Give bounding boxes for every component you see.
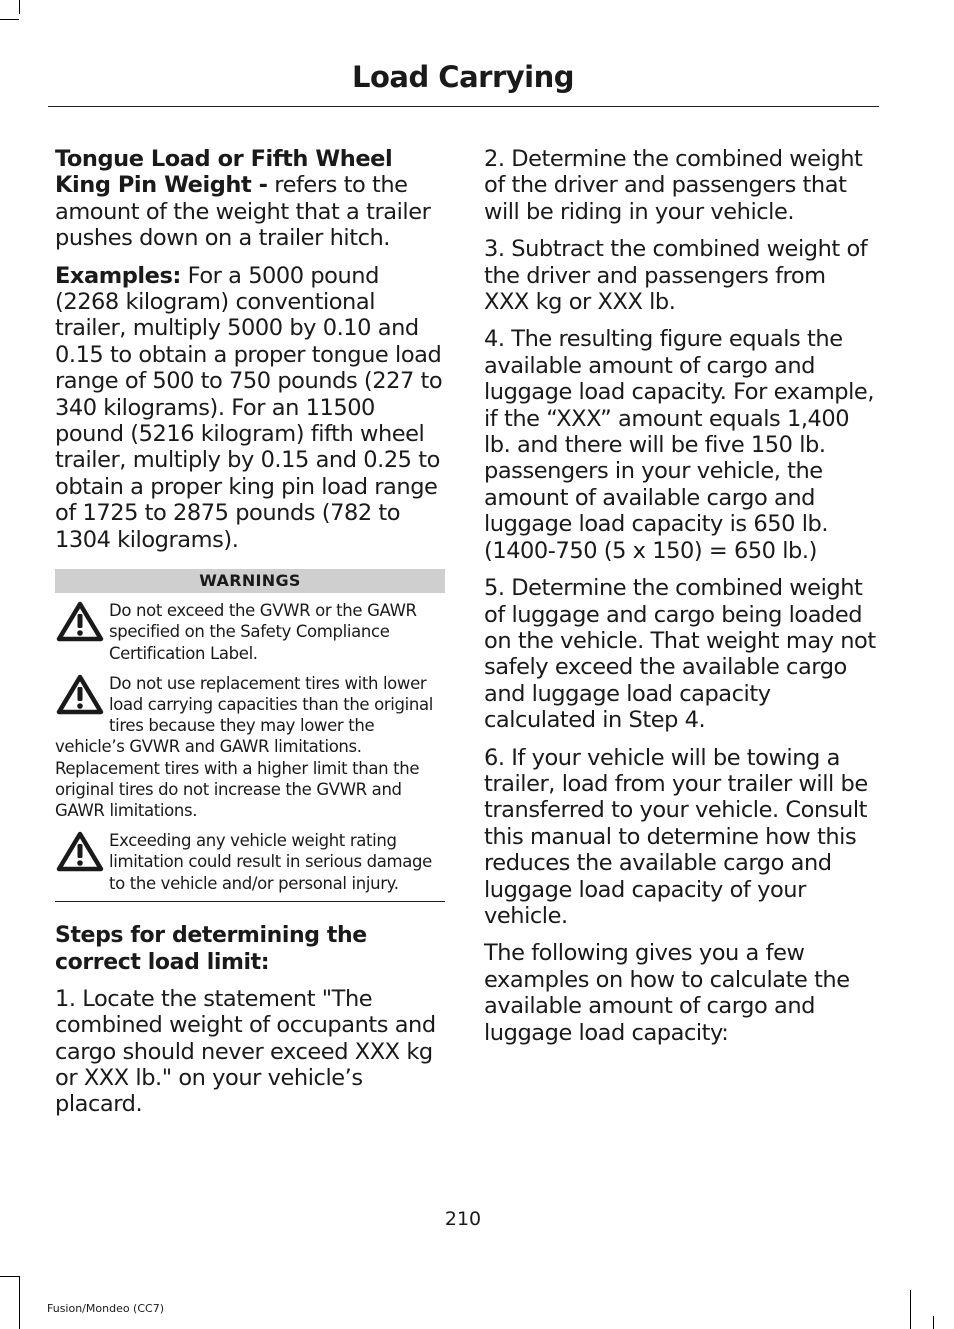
warning-item	[55, 600, 445, 664]
examples-intro: The following gives you a few examples on how to calculate the available amount of cargo and luggage load capacity:	[484, 940, 850, 1046]
warning-text: Do not exceed the GVWR or the GAWR specified on the Safety Compliance Certification Label.	[109, 601, 417, 663]
warning-text: Exceeding any vehicle weight rating limitation could result in serious damage to the vehicle and/or personal injury.	[109, 831, 432, 893]
tongue-load-paragraph	[55, 146, 445, 252]
step-5: 5. Determine the combined weight of luggage and cargo being loaded on the vehicle. That weight may not safely exceed the available cargo and luggage load capacity calculated in Step 4.	[484, 575, 876, 734]
tongue-load-definition: refers to the amount of the weight that a trailer pushes down on a trailer hitch.	[55, 172, 431, 252]
step-3: 3. Subtract the combined weight of the driver and passengers from XXX kg or XXX lb.	[484, 236, 868, 316]
warning-triangle-icon	[55, 600, 105, 644]
warning-item	[55, 673, 445, 821]
step-1: 1. Locate the statement "The combined weight of occupants and cargo should never exceed XXX kg or XXX lb." on your vehicle’s placard.	[55, 985, 436, 1118]
step-2: 2. Determine the combined weight of the driver and passengers that will be riding in your vehicle.	[484, 146, 863, 225]
warning-item	[55, 830, 445, 894]
crop-mark	[19, 1276, 20, 1329]
warnings-header: WARNINGS	[55, 569, 445, 593]
steps-heading: Steps for determining the correct load limit:	[55, 922, 367, 975]
page-number: 210	[444, 1208, 482, 1230]
warning-triangle-icon	[55, 830, 105, 874]
examples-text: For a 5000 pound (2268 kilogram) conventional trailer, multiply 5000 by 0.10 and 0.15 to obtain a proper tongue load range of 500 to 750 pounds (227 to 340 kilograms). For an 11500 pound (5216 kilogram) fifth wheel trailer, multiply by 0.15 and 0.25 to obtain a proper king pin load range of 1725 to 2875 pounds (782 to 1304 kilograms).	[55, 262, 443, 553]
step-6: 6. If your vehicle will be towing a trailer, load from your trailer will be transferred to your vehicle. Consult this manual to determine how this reduces the available cargo and luggage load capacity of your vehicle.	[484, 744, 868, 929]
crop-mark	[19, 0, 20, 14]
crop-mark	[0, 1276, 19, 1277]
title-divider	[48, 106, 879, 107]
examples-label: Examples:	[55, 262, 181, 289]
warnings-divider	[55, 901, 445, 902]
right-column	[484, 146, 876, 1057]
page-title: Load Carrying	[351, 60, 575, 94]
crop-mark	[933, 1316, 934, 1329]
tongue-load-term: Tongue Load or Fifth Wheel King Pin Weight -	[55, 146, 393, 199]
left-column	[55, 146, 445, 1129]
crop-mark	[0, 19, 19, 20]
warning-text: Do not use replacement tires with lower load carrying capacities than the original tires because they may lower the vehicle’s GVWR and GAWR limitations. Replacement tires with a higher limit than the original tires do not increase the GVWR and GAWR limitations.	[55, 673, 434, 820]
step-4: 4. The resulting figure equals the available amount of cargo and luggage load capacity. For example, if the “XXX” amount equals 1,400 lb. and there will be five 150 lb. passengers in your vehicle, the amount of available cargo and luggage load capacity is 650 lb. (1400-750 (5 x 150) = 650 lb.)	[484, 326, 875, 564]
footer-model-label: Fusion/Mondeo (CC7)	[47, 1302, 165, 1315]
crop-mark	[910, 1290, 911, 1329]
examples-paragraph	[55, 263, 445, 553]
warning-triangle-icon	[55, 673, 105, 717]
